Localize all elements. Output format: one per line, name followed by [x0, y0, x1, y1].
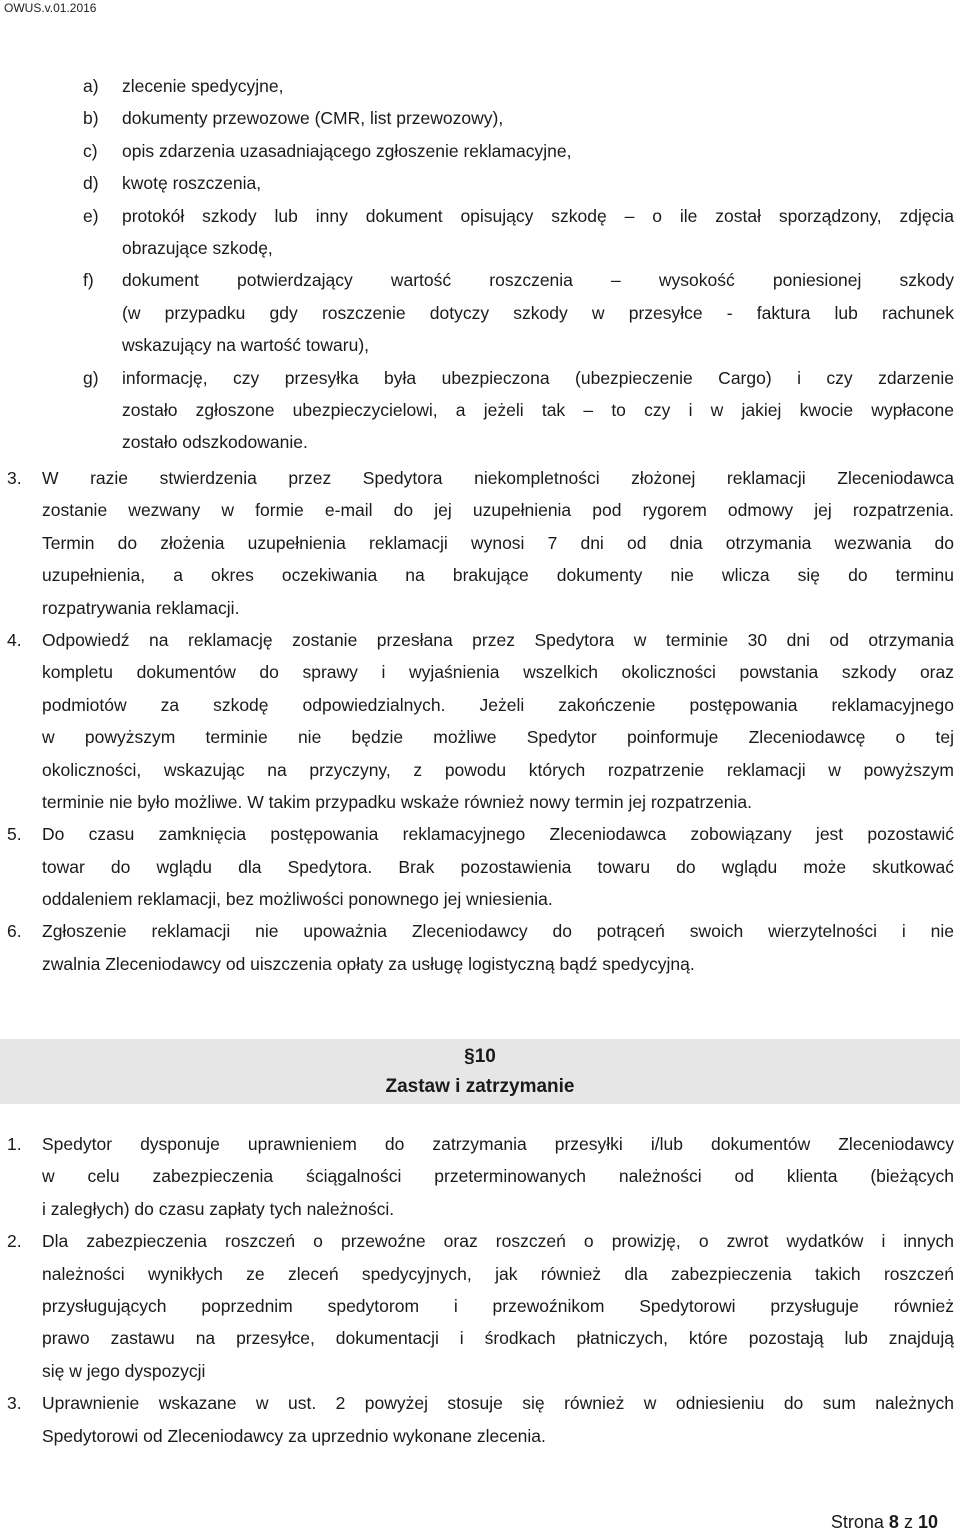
list-item-text: (w przypadku gdy roszczenie dotyczy szkody w przesyłce - faktura lub rachunek — [122, 302, 954, 323]
list-item-label: c) — [83, 140, 98, 161]
list-item-label: 6. — [7, 921, 22, 942]
list-item-line — [0, 851, 960, 883]
list-item-label: 3. — [7, 468, 22, 488]
list-item-line — [0, 754, 960, 786]
list-item-text: dokument potwierdzający wartość roszczenia – wysokość poniesionej szkody — [122, 270, 954, 291]
page-total: 10 — [917, 1512, 938, 1532]
list-item-text: towar do wglądu dla Spedytora. Brak pozostawienia towaru do wglądu może skutkować — [42, 856, 954, 877]
list-item-line — [0, 721, 960, 753]
section-title: Zastaw i zatrzymanie — [385, 1076, 575, 1097]
list-item-label: 5. — [7, 824, 22, 845]
list-item-line — [0, 559, 960, 591]
list-item-text: zlecenie spedycyjne, — [122, 76, 284, 96]
list-item-text: Dla zabezpieczenia roszczeń o przewoźne oraz roszczeń o prowizję, o zwrot wydatków i innych — [42, 1231, 954, 1252]
list-item-text: Zgłoszenie reklamacji nie upoważnia Zleceniodawcy do potrąceń swoich wierzytelności i nie — [42, 921, 954, 942]
list-item-label: f) — [83, 270, 94, 291]
list-item-text: zostało zgłoszone ubezpieczycielowi, a jeżeli tak – to czy i w jakiej kwocie wypłacone — [122, 399, 954, 420]
list-item-line — [0, 329, 960, 361]
list-item-line — [0, 394, 960, 426]
list-item-text: prawo zastawu na przesyłce, dokumentacji i środkach płatniczych, które pozostają lub znajdują — [42, 1328, 954, 1349]
list-item-line — [0, 818, 960, 850]
list-item-label: e) — [83, 205, 99, 226]
list-required-documents — [0, 70, 960, 459]
list-item-text: terminie nie było możliwe. W takim przypadku wskaże również nowy termin jej rozpatrzenia. — [42, 791, 752, 812]
list-item-text: dokumenty przewozowe (CMR, list przewozowy), — [122, 108, 504, 129]
page-label: Strona — [830, 1512, 884, 1532]
list-item-text: W razie stwierdzenia przez Spedytora niekompletności złożonej reklamacji Zleceniodawca — [42, 468, 954, 488]
list-item-label: 4. — [7, 629, 22, 650]
list-item-line — [0, 167, 960, 199]
list-item-text: się w jego dyspozycji — [42, 1360, 206, 1381]
list-item-line — [0, 948, 960, 980]
list-item-text: rozpatrywania reklamacji. — [42, 597, 240, 618]
list-item-line — [0, 70, 960, 102]
list-item-text: Do czasu zamknięcia postępowania reklamacyjnego Zleceniodawca zobowiązany jest pozostawić — [42, 824, 954, 845]
list-item-label: 3. — [7, 1393, 22, 1414]
section-heading — [0, 1039, 960, 1104]
section-number — [0, 1042, 960, 1072]
list-item-line — [0, 135, 960, 167]
list-item-line — [0, 656, 960, 688]
list-item-line — [0, 624, 960, 656]
list-item-line — [0, 1258, 960, 1290]
list-item-text: opis zdarzenia uzasadniającego zgłoszenie reklamacyjne, — [122, 140, 572, 161]
list-item-line — [0, 592, 960, 624]
list-item-label: b) — [83, 108, 99, 129]
list-item-line — [0, 102, 960, 134]
list-item-line — [0, 1322, 960, 1354]
list-item-line — [0, 1193, 960, 1225]
list-item-text: protokół szkody lub inny dokument opisujący szkodę – o ile został sporządzony, zdjęcia — [122, 205, 954, 226]
list-item-line — [0, 462, 960, 494]
list-item-label: d) — [83, 173, 99, 194]
list-item-text: kompletu dokumentów do sprawy i wyjaśnienia wszelkich okoliczności powstania szkody oraz — [42, 662, 954, 683]
list-item-text: oddaleniem reklamacji, bez możliwości ponownego jej wniesienia. — [42, 889, 553, 910]
list-item-text: informację, czy przesyłka była ubezpieczona (ubezpieczenie Cargo) i czy zdarzenie — [122, 367, 954, 388]
list-item-label: g) — [83, 367, 99, 388]
list-item-label: 1. — [7, 1134, 22, 1154]
list-item-text: zwalnia Zleceniodawcy od uiszczenia opłaty za usługę logistyczną bądź spedycyjną. — [42, 953, 695, 974]
list-item-line — [0, 494, 960, 526]
list-item-text: zostało odszkodowanie. — [122, 432, 308, 453]
list-item-line — [0, 786, 960, 818]
list-item-label: a) — [83, 76, 99, 96]
list-item-text: obrazujące szkodę, — [122, 237, 273, 258]
list-item-line — [0, 883, 960, 915]
page-of: z — [903, 1512, 913, 1532]
list-item-text: wskazujący na wartość towaru), — [122, 335, 370, 356]
list-item-line — [0, 689, 960, 721]
list-item-text: Spedytor dysponuje uprawnieniem do zatrzymania przesyłki i/lub dokumentów Zleceniodawcy — [42, 1134, 954, 1154]
list-item-line — [0, 362, 960, 394]
list-item-text: podmiotów za szkodę odpowiedzialnych. Jeżeli zakończenie postępowania reklamacyjnego — [42, 694, 954, 715]
list-item-line — [0, 1160, 960, 1192]
list-item-line — [0, 200, 960, 232]
list-item-line — [0, 915, 960, 947]
list-item-line — [0, 1420, 960, 1452]
list-item-label: 2. — [7, 1231, 22, 1252]
page-current: 8 — [888, 1512, 899, 1532]
list-item-text: Spedytorowi od Zleceniodawcy za uprzednio wykonane zlecenia. — [42, 1425, 546, 1446]
page-footer — [831, 1512, 938, 1533]
list-lien-rules — [0, 1128, 960, 1452]
list-item-text: okoliczności, wskazując na przyczyny, z powodu których rozpatrzenie reklamacji w powyższym — [42, 759, 954, 780]
list-item-text: zostanie wezwany w formie e-mail do jej uzupełnienia pod rygorem odmowy jej rozpatrzenia. — [42, 500, 954, 521]
list-item-line — [0, 1387, 960, 1419]
section-number-value: 10 — [474, 1046, 496, 1067]
list-item-text: Uprawnienie wskazane w ust. 2 powyżej stosuje się również w odniesieniu do sum należnych — [42, 1393, 954, 1414]
list-item-line — [0, 1290, 960, 1322]
list-item-text: w celu zabezpieczenia ściągalności przeterminowanych należności od klienta (bieżących — [42, 1166, 954, 1187]
list-item-line — [0, 1225, 960, 1257]
list-item-text: Odpowiedź na reklamację zostanie przesłana przez Spedytora w terminie 30 dni od otrzymania — [42, 629, 954, 650]
list-item-line — [0, 297, 960, 329]
list-item-line — [0, 232, 960, 264]
list-item-text: uzupełnienia, a okres oczekiwania na brakujące dokumenty nie wlicza się do terminu — [42, 565, 954, 586]
list-item-line — [0, 1355, 960, 1387]
list-item-line — [0, 264, 960, 296]
document-code: OWUS.v.01.2016 — [4, 1, 97, 15]
section-symbol: § — [464, 1046, 475, 1067]
list-item-text: w powyższym terminie nie będzie możliwe Spedytor poinformuje Zleceniodawcę o tej — [42, 727, 954, 748]
list-complaint-rules — [0, 462, 960, 980]
list-item-text: kwotę roszczenia, — [122, 173, 262, 194]
list-item-line — [0, 1128, 960, 1160]
list-item-text: przysługujących poprzednim spedytorom i przewoźnikom Spedytorowi przysługuje również — [42, 1295, 954, 1316]
list-item-line — [0, 426, 960, 458]
list-item-text: Termin do złożenia uzupełnienia reklamacji wynosi 7 dni od dnia otrzymania wezwania do — [42, 532, 954, 553]
list-item-text: i zaległych) do czasu zapłaty tych należności. — [42, 1198, 395, 1219]
list-item-line — [0, 527, 960, 559]
list-item-text: należności wynikłych ze zleceń spedycyjnych, jak również dla zabezpieczenia takich roszczeń — [42, 1263, 954, 1284]
